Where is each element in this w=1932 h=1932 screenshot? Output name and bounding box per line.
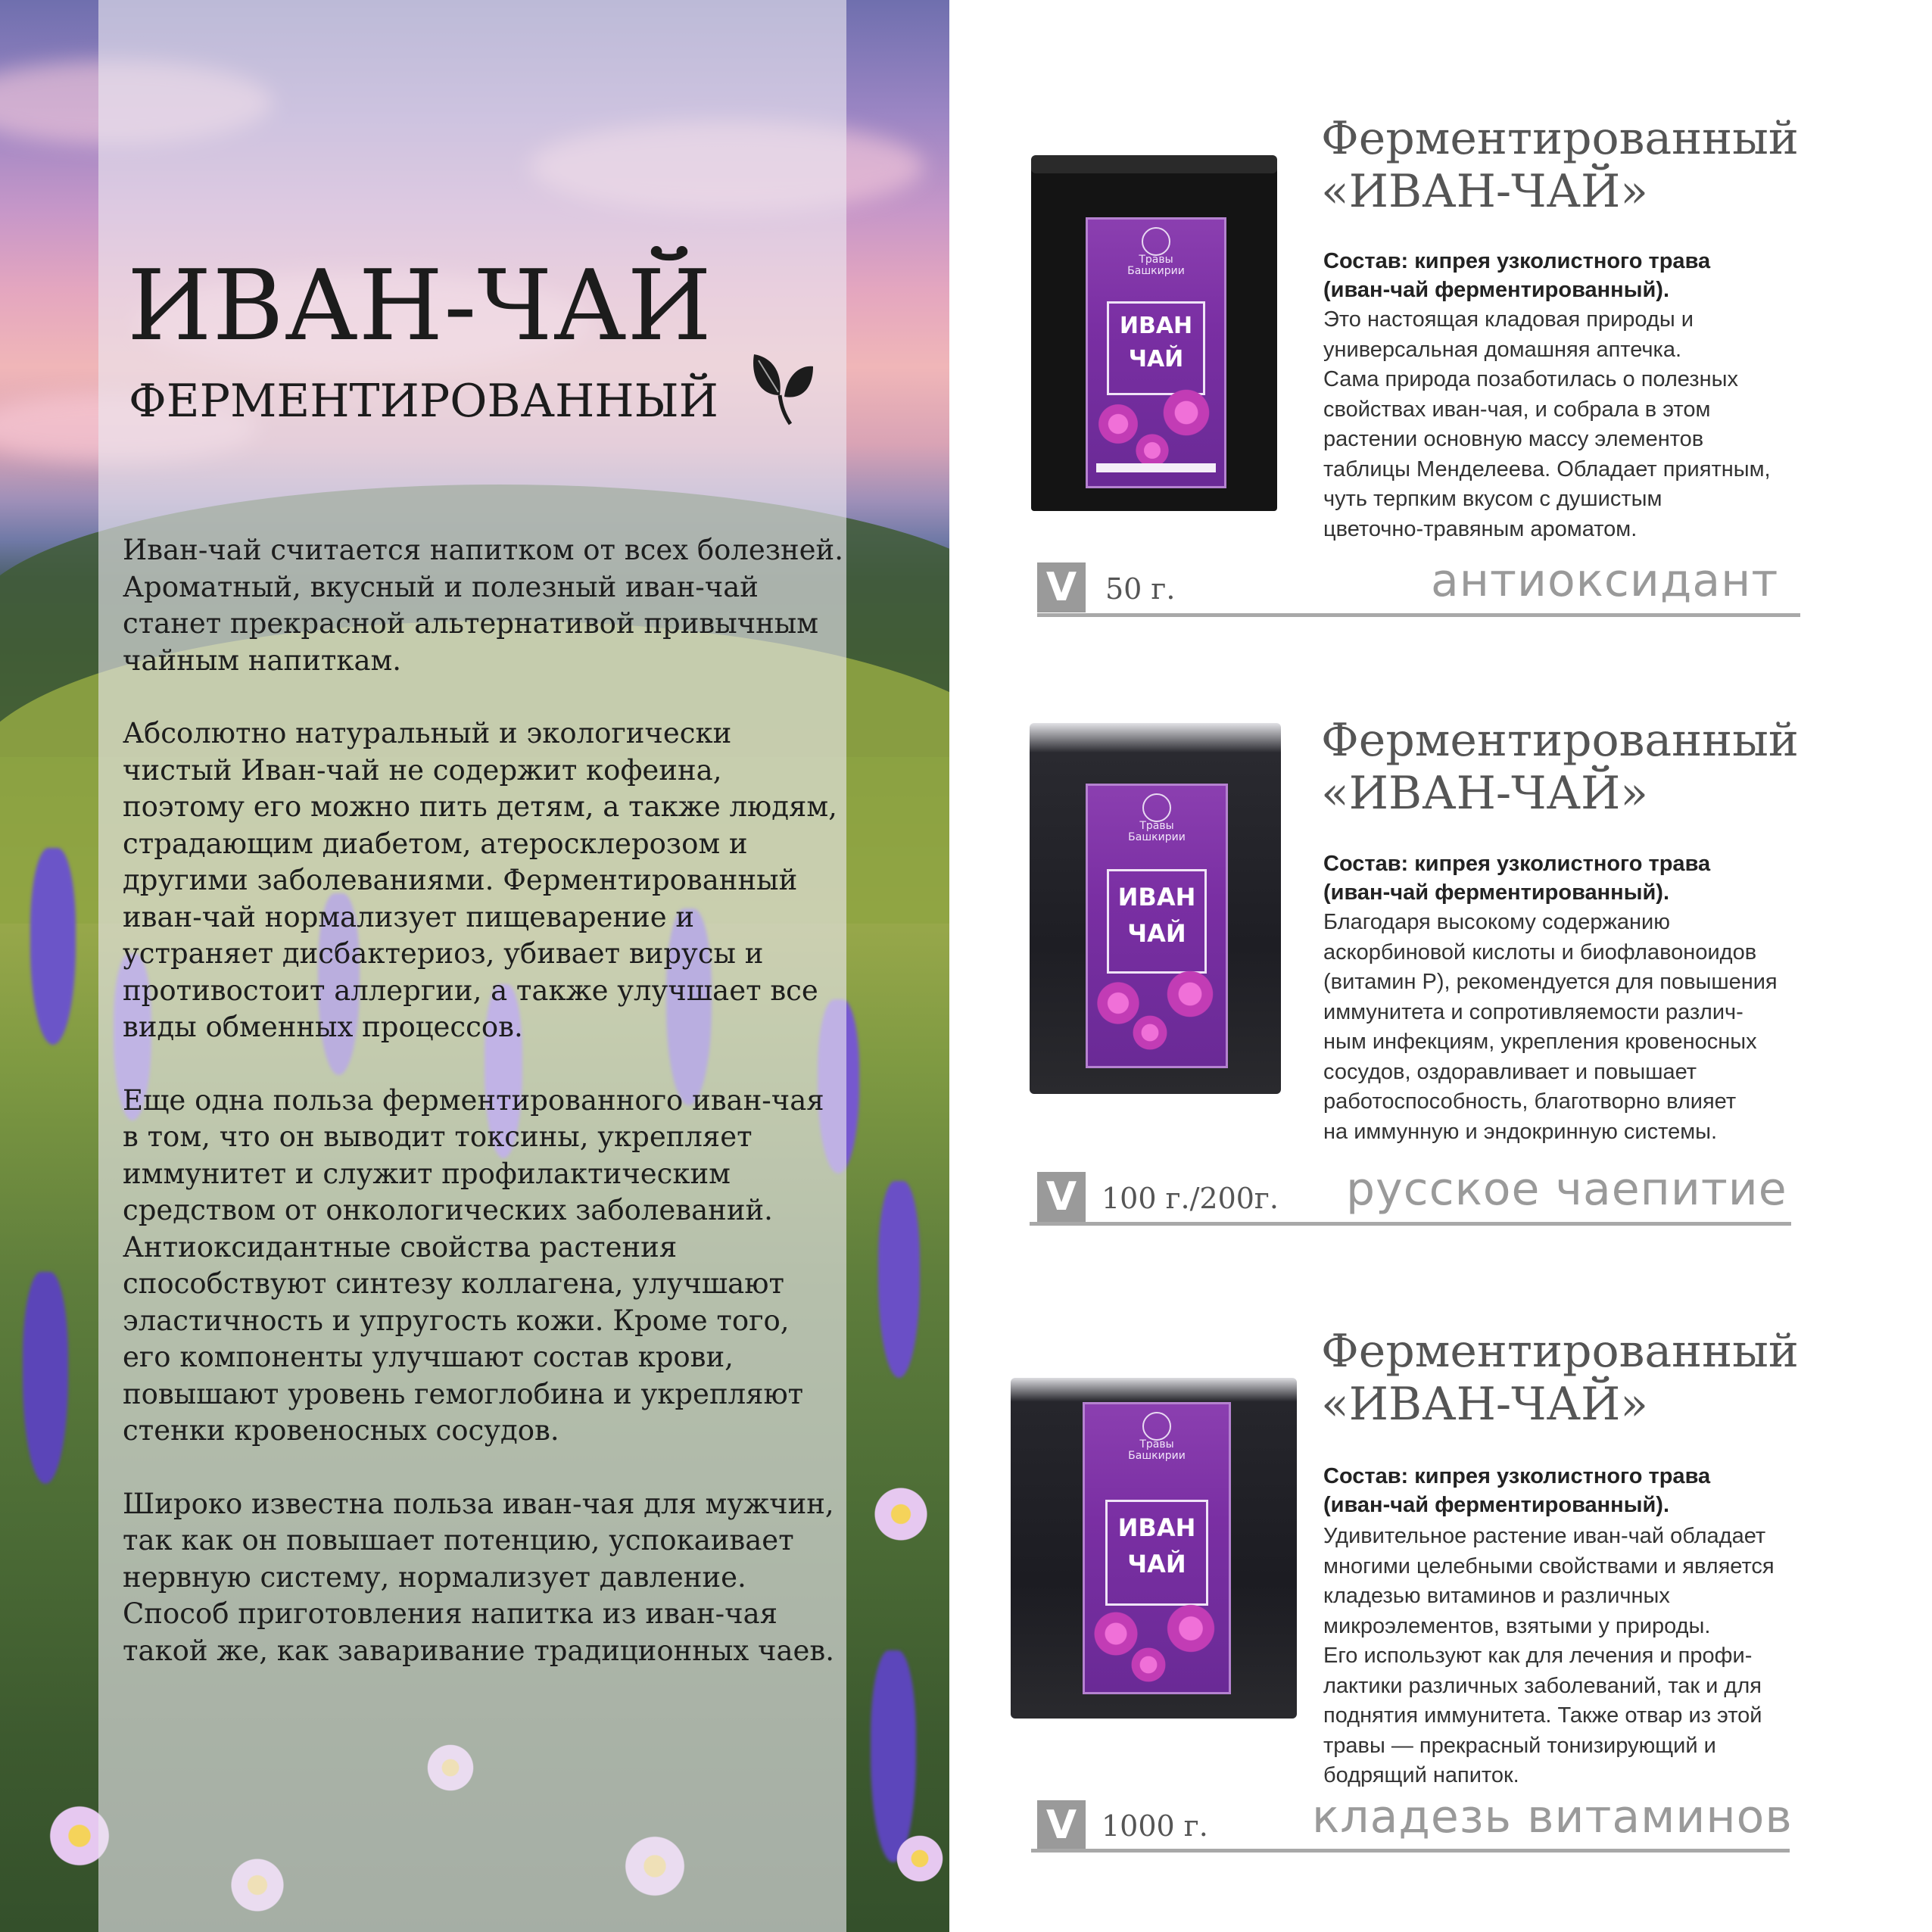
package-name: ИВАН ЧАЙ <box>1107 301 1205 395</box>
intro-text <box>123 532 865 1706</box>
daisy-flower <box>893 1832 946 1885</box>
product-composition: (иван-чай ферментированный). <box>1323 278 1670 302</box>
page-subtitle: ФЕРМЕНТИРОВАННЫЙ <box>129 375 718 428</box>
divider-line <box>1037 613 1800 617</box>
leaf-icon <box>749 350 815 425</box>
package-brand: Травы Башкирии <box>1128 1438 1186 1462</box>
package-brand: Травы Башкирии <box>1128 820 1186 843</box>
package-name: ИВАН ЧАЙ <box>1107 869 1206 974</box>
product-composition: Состав: кипрея узколистного трава <box>1323 249 1711 273</box>
product-title: Ферментированный <box>1321 1325 1799 1378</box>
product-title-name: «ИВАН-ЧАЙ» <box>1321 165 1649 218</box>
brand-logo <box>1142 793 1171 822</box>
brand-logo <box>1142 227 1170 256</box>
brand-logo <box>1142 1412 1171 1441</box>
product-tagline: русское чаепитие <box>1346 1163 1787 1216</box>
product-package-image <box>1011 1378 1297 1719</box>
product-composition: Состав: кипрея узколистного трава <box>1323 1464 1711 1488</box>
product-description: Благодаря высокому содержанию аскорбиновой кислоты и биофлавоноидов (витамин Р), рекомендуется для повышения иммунитета и сопротивляемости различ- ным инфекциям, укрепления кровеносных сосудов, оздоравливает и повышает работоспособность, благотворно влияет на иммунную и эндокринную системы. <box>1323 910 1778 1144</box>
volume-badge: V <box>1037 1172 1086 1222</box>
product-composition: (иван-чай ферментированный). <box>1323 880 1670 905</box>
intro-paragraph: Абсолютно натуральный и экологически чистый Иван-чай не содержит кофеина, поэтому его можно пить детям, а также людям, страдающим диабетом, атеросклерозом и другими заболеваниями. Ферментированный иван-чай нормализует пищеварение и устраняет дисбактериоз, убивает вирусы и противостоит аллергии, а также улучшает все виды обменных процессов. <box>123 717 837 1043</box>
intro-paragraph: Еще одна польза ферментированного иван-чая в том, что он выводит токсины, укрепляет иммунитет и служит профилактическим средством от онкологических заболеваний. Антиоксидантные свойства растения способствуют синтезу коллагена, улучшают эластичность и упругость кожи. Кроме того, его компоненты улучшают состав крови, повышают уровень гемоглобина и укрепляют стенки кровеносных сосудов. <box>123 1083 824 1447</box>
product-title: Ферментированный <box>1321 112 1799 165</box>
product-title: Ферментированный <box>1321 714 1799 767</box>
product-composition: Состав: кипрея узколистного трава <box>1323 852 1711 876</box>
volume-badge: V <box>1037 562 1086 612</box>
product-composition: (иван-чай ферментированный). <box>1323 1493 1670 1517</box>
package-label <box>1086 217 1226 488</box>
package-label <box>1086 784 1228 1068</box>
divider-line <box>1031 1849 1790 1853</box>
package-label <box>1083 1402 1231 1694</box>
product-package-image <box>1030 723 1281 1094</box>
divider-line <box>1030 1222 1791 1226</box>
lupine-flower <box>878 1181 920 1378</box>
product-volume: 100 г./200г. <box>1102 1182 1279 1215</box>
page-title: ИВАН-ЧАЙ <box>127 250 712 363</box>
product-title-name: «ИВАН-ЧАЙ» <box>1321 1378 1649 1431</box>
intro-paragraph: Широко известна польза иван-чая для мужчин, так как он повышает потенцию, успокаивает нервную систему, нормализует давление. Способ приготовления напитка из иван-чая такой же, как заваривание традиционных чаев. <box>123 1487 835 1667</box>
volume-badge: V <box>1037 1800 1086 1850</box>
lupine-flower <box>30 848 76 1045</box>
lupine-flower <box>871 1650 916 1862</box>
intro-paragraph: Иван-чай считается напитком от всех болезней. Ароматный, вкусный и полезный иван-чай станет прекрасной альтернативой привычным чайным напиткам. <box>123 534 843 677</box>
product-title-name: «ИВАН-ЧАЙ» <box>1321 767 1649 820</box>
package-name: ИВАН ЧАЙ <box>1105 1500 1209 1606</box>
package-brand: Травы Башкирии <box>1127 254 1185 277</box>
product-package-image <box>1031 155 1277 511</box>
product-description: Удивительное растение иван-чай обладает многими целебными свойствами и является кладезью витаминов и различных микроэлементов, взятыми у природы. Его используют как для лечения и профи- лактики различных заболеваний, так и для поднятия иммунитета. Также отвар из этой травы — прекрасный тонизирующий и бодрящий напиток. <box>1323 1524 1775 1787</box>
lupine-flower <box>23 1272 68 1484</box>
product-volume: 50 г. <box>1105 572 1176 606</box>
product-description: Это настоящая кладовая природы и универсальная домашняя аптечка. Сама природа позаботилась о полезных свойствах иван-чая, и собрала в этом растении основную массу элементов таблицы Менделеева. Обладает приятным, чуть терпким вкусом с душистым цветочно-травяным ароматом. <box>1323 307 1771 541</box>
daisy-flower <box>871 1484 931 1544</box>
product-tagline: антиоксидант <box>1431 554 1779 607</box>
product-tagline: кладезь витаминов <box>1312 1790 1793 1843</box>
product-volume: 1000 г. <box>1102 1809 1208 1843</box>
